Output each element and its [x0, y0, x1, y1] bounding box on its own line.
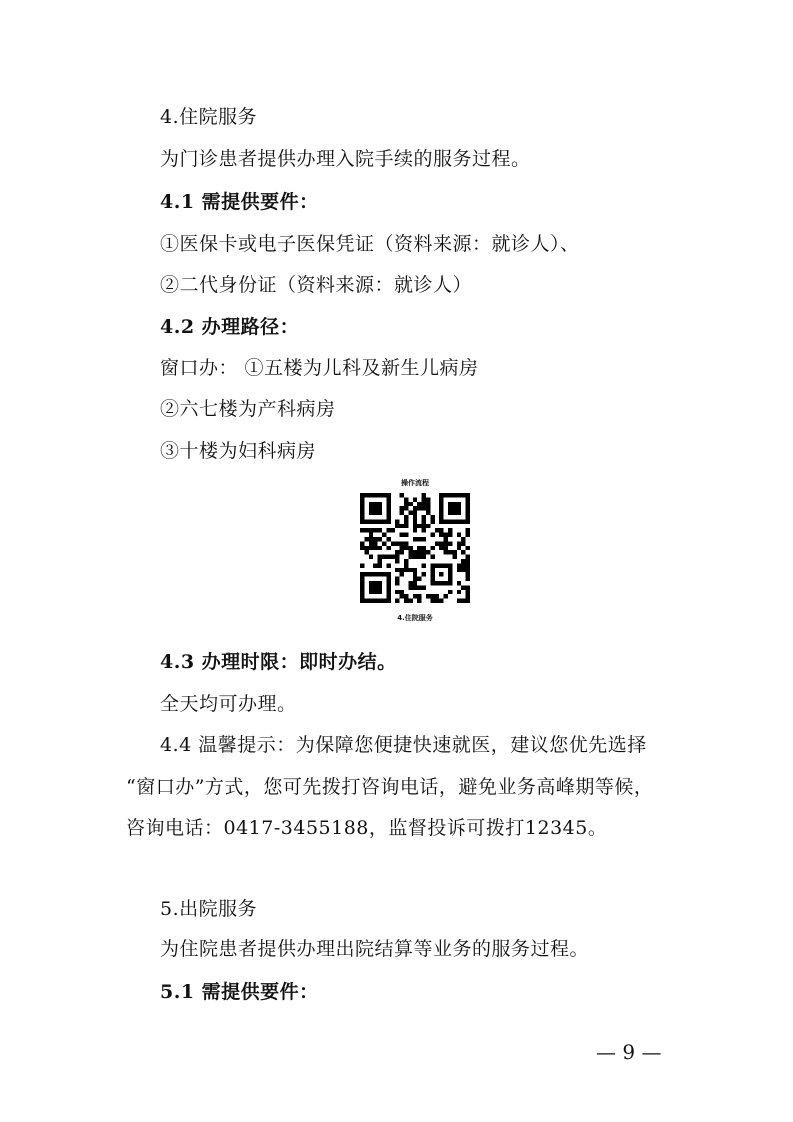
- section-5-heading: 5.出院服务: [160, 898, 258, 920]
- section-4-heading: 4.住院服务: [160, 106, 258, 128]
- requirement-item: ①医保卡或电子医保凭证（资料来源：就诊人）、: [160, 233, 580, 255]
- section-5-description: 为住院患者提供办理出院结算等业务的服务过程。: [160, 938, 590, 960]
- qr-bottom-caption: 4.住院服务: [397, 614, 433, 622]
- requirement-item: ②二代身份证（资料来源：就诊人）: [160, 274, 473, 296]
- tips-line: “窗口办”方式，您可先拨打咨询电话，避免业务高峰期等候，: [126, 776, 654, 798]
- route-item: ②六七楼为产科病房: [160, 398, 336, 420]
- section-4-1-heading: 4.1 需提供要件：: [160, 191, 319, 213]
- tips-line: 咨询电话：0417-3455188，监督投诉可拨打12345。: [126, 817, 608, 839]
- qr-code-icon[interactable]: [360, 493, 470, 603]
- section-4-description: 为门诊患者提供办理入院手续的服务过程。: [160, 148, 531, 170]
- route-item: 窗口办： ①五楼为儿科及新生儿病房: [160, 357, 479, 379]
- page-number: — 9 —: [596, 1040, 662, 1064]
- tips-line: 4.4 温馨提示：为保障您便捷快速就医，建议您优先选择: [160, 734, 647, 756]
- availability-text: 全天均可办理。: [160, 693, 297, 715]
- section-5-1-heading: 5.1 需提供要件：: [160, 981, 319, 1003]
- section-4-2-heading: 4.2 办理路径：: [160, 316, 300, 338]
- route-item: ③十楼为妇科病房: [160, 440, 317, 462]
- qr-top-caption: 操作流程: [401, 479, 429, 487]
- section-4-3-time-limit: 4.3 办理时限：即时办结。: [160, 651, 397, 673]
